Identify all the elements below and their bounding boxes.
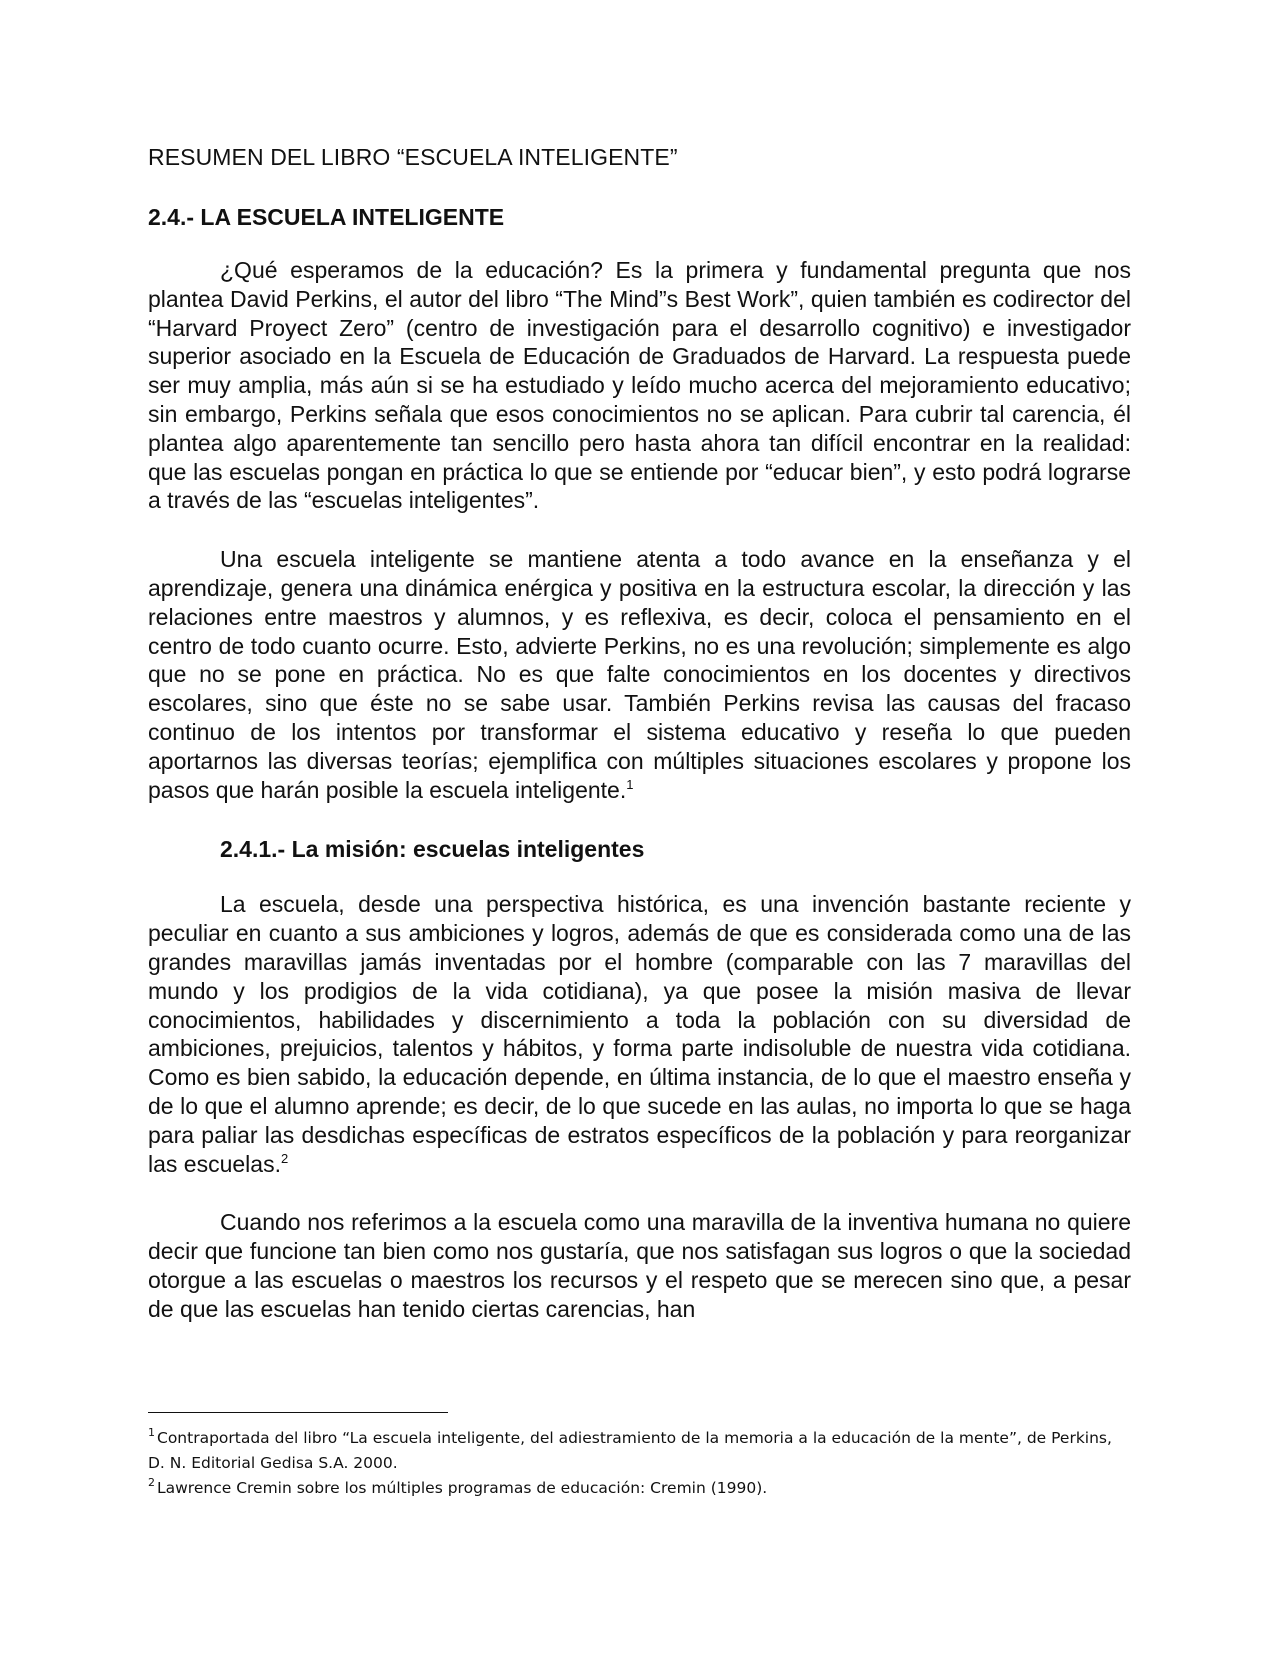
footnote-2-number: 2 (148, 1476, 155, 1489)
document-body (148, 142, 1131, 1324)
document-title: RESUMEN DEL LIBRO “ESCUELA INTELIGENTE” (148, 144, 678, 170)
paragraph-4 (148, 1208, 1131, 1323)
subsection-heading: 2.4.1.- La misión: escuelas inteligentes (220, 836, 645, 863)
footnote-1-number: 1 (148, 1426, 155, 1439)
footnote-2 (148, 1476, 1131, 1501)
footnote-2-text: Lawrence Cremin sobre los múltiples programas de educación: Cremin (1990). (157, 1479, 768, 1497)
footnote-separator (148, 1412, 448, 1413)
paragraph-4-text: Cuando nos referimos a la escuela como una maravilla de la inventiva humana no quiere decir que funcione tan bien como nos gustaría, que nos satisfagan sus logros o que la sociedad otorgue a las escuelas o maestros los recursos y el respeto que se merecen sino que, a pesar de que las escuelas han tenido ciertas carencias, han (148, 1209, 1131, 1322)
footnote-1-text: Contraportada del libro “La escuela inteligente, del adiestramiento de la memoria a la educación de la mente”, de Perkins, D. N. Editorial Gedisa S.A. 2000. (148, 1429, 1112, 1472)
paragraph-1 (148, 256, 1131, 515)
paragraph-1-text: ¿Qué esperamos de la educación? Es la primera y fundamental pregunta que nos plantea David Perkins, el autor del libro “The Mind”s Best Work”, quien también es codirector del “Harvard Proyect Zero” (centro de investigación para el desarrollo cognitivo) e investigador superior asociado en la Escuela de Educación de Graduados de Harvard. La respuesta puede ser muy amplia, más aún si se ha estudiado y leído mucho acerca del mejoramiento educativo; sin embargo, Perkins señala que esos conocimientos no se aplican. Para cubrir tal carencia, él plantea algo aparentemente tan sencillo pero hasta ahora tan difícil encontrar en la realidad: que las escuelas pongan en práctica lo que se entiende por “educar bien”, y esto podrá lograrse a través de las “escuelas inteligentes”. (148, 257, 1131, 514)
paragraph-3 (148, 890, 1131, 1178)
footnote-1 (148, 1426, 1131, 1476)
footnotes (148, 1426, 1131, 1501)
paragraph-2 (148, 545, 1131, 804)
footnote-ref-2[interactable]: 2 (280, 1150, 289, 1166)
section-heading: 2.4.- LA ESCUELA INTELIGENTE (148, 204, 505, 230)
paragraph-2-text: Una escuela inteligente se mantiene atenta a todo avance en la enseñanza y el aprendizaje, genera una dinámica enérgica y positiva en la estructura escolar, la dirección y las relaciones entre maestros y alumnos, y es reflexiva, es decir, coloca el pensamiento en el centro de todo cuanto ocurre. Esto, advierte Perkins, no es una revolución; simplemente es algo que no se pone en práctica. No es que falte conocimientos en los docentes y directivos escolares, sino que éste no se sabe usar. También Perkins revisa las causas del fracaso continuo de los intentos por transformar el sistema educativo y reseña lo que pueden aportarnos las diversas teorías; ejemplifica con múltiples situaciones escolares y propone los pasos que harán posible la escuela inteligente. (148, 546, 1131, 803)
footnote-ref-1[interactable]: 1 (626, 776, 634, 792)
paragraph-3-text: La escuela, desde una perspectiva histórica, es una invención bastante reciente y peculiar en cuanto a sus ambiciones y logros, además de que es considerada como una de las grandes maravillas jamás inventadas por el hombre (comparable con las 7 maravillas del mundo y los prodigios de la vida cotidiana), ya que posee la misión masiva de llevar conocimientos, habilidades y discernimiento a toda la población con su diversidad de ambiciones, prejuicios, talentos y hábitos, y forma parte indisoluble de nuestra vida cotidiana. Como es bien sabido, la educación depende, en última instancia, de lo que el maestro enseña y de lo que el alumno aprende; es decir, de lo que sucede en las aulas, no importa lo que se haga para paliar las desdichas específicas de estratos específicos de la población y para reorganizar las escuelas. (148, 891, 1131, 1177)
